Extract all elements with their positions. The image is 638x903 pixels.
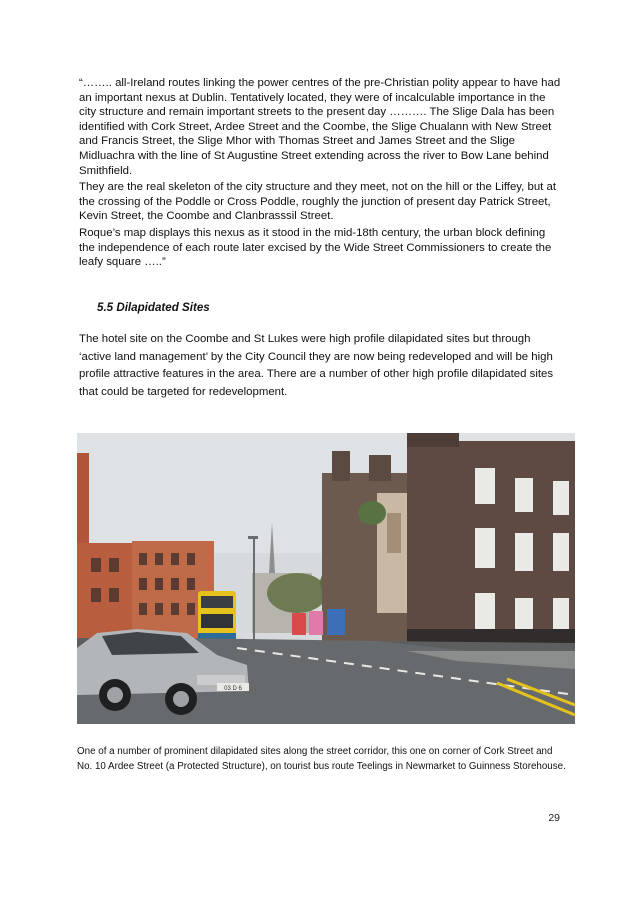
section-heading: 5.5 Dilapidated Sites [97,301,210,314]
street-photo [77,433,575,724]
page-number: 29 [548,812,560,824]
photo-caption: One of a number of prominent dilapidated sites along the street corridor, this one on corner of Cork Street and No. 10 Ardee Street (a Protected Structure), on tourist bus route Teelings in Newmarket to Guinness Storehouse. [77,746,566,773]
quote-paragraph-2: They are the real skeleton of the city structure and they meet, not on the hill or the Liffey, but at the crossing of the Poddle or Cross Poddle, roughly the junction of present day Patrick Street, Kevin Street, the Coombe and Clanbrasssil Street. [79,181,556,223]
quote-paragraph-3: Roque’s map displays this nexus as it stood in the mid-18th century, the urban block defining the independence of each route later excised by the Wide Street Commissioners to create the leafy square …..” [79,227,552,269]
section-paragraph: The hotel site on the Coombe and St Lukes were high profile dilapidated sites but through ‘active land management’ by the City Council they are now being redeveloped and will be high profile attractive features in the area. There are a number of other high profile dilapidated sites that could be targeted for redevelopment. [79,333,554,398]
quote-paragraph-1: “…….. all-Ireland routes linking the power centres of the pre-Christian polity appear to have had an important nexus at Dublin. Tentatively located, they were of incalculable importance in the city structure and remain important streets to the present day ………. The Slige Dala has been identified with Cork Street, Ardee Street and the Coombe, the Slige Chualann with New Street and Francis Street, the Slige Mhor with Thomas Street and James Street and the Slige Midluachra with the line of St Augustine Street extending across the river to Bow Lane behind Smithfield. [79,77,561,177]
car-plate: 03 D 6 [224,686,242,692]
